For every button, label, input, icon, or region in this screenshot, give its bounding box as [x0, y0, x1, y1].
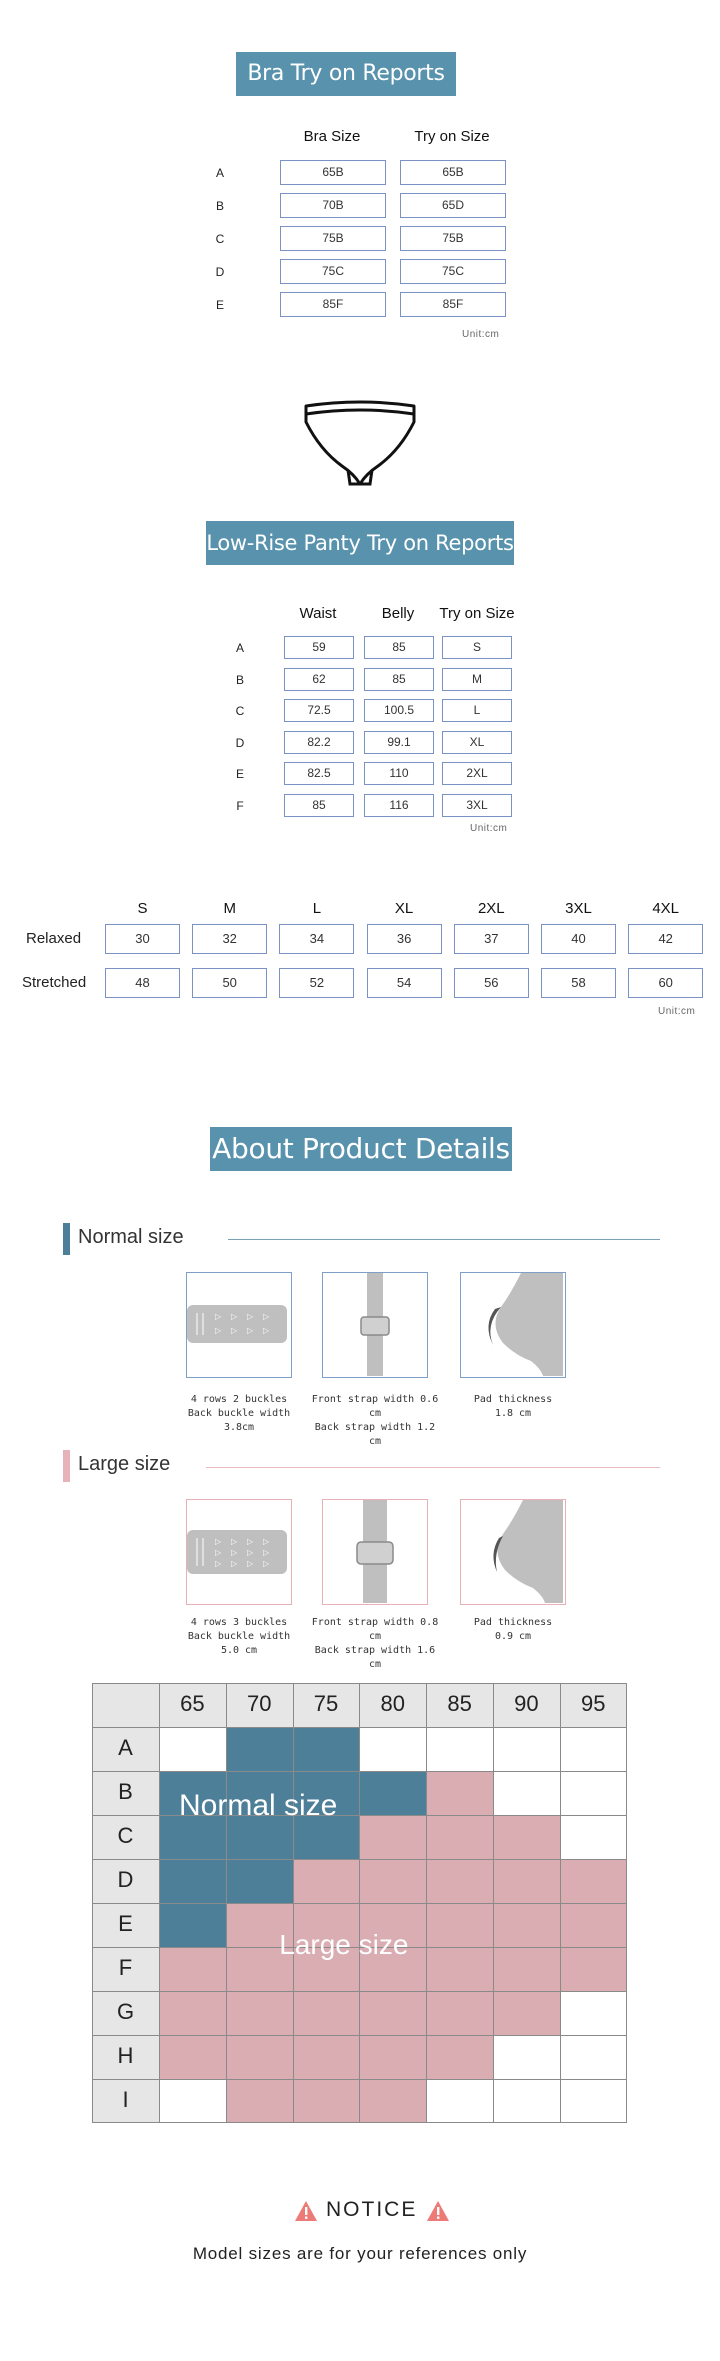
belly-cell: 99.1: [364, 731, 434, 754]
grid-hline: [92, 1771, 627, 1772]
large-buckle-image: [186, 1499, 292, 1605]
grid-cell: [426, 1727, 493, 1771]
belly-cell: 85: [364, 668, 434, 691]
bra-size-cell: 65B: [280, 160, 386, 185]
bra-size-cell: 75C: [280, 259, 386, 284]
relaxed-cell: 30: [105, 924, 180, 954]
band-header: 95: [580, 1691, 606, 1716]
large-size-label: Large size: [78, 1453, 171, 1475]
relaxed-cell: 42: [628, 924, 703, 954]
grid-hline: [92, 1815, 627, 1816]
waist-header: Waist: [299, 605, 337, 622]
svg-text:▷: ▷: [263, 1548, 270, 1557]
grid-hline: [92, 1727, 627, 1728]
grid-cell: [359, 1815, 426, 1859]
grid-cell: [426, 1991, 493, 2035]
tryon-size-cell: 75C: [400, 259, 506, 284]
waist-cell: 85: [284, 794, 354, 817]
grid-cell: [493, 2079, 560, 2123]
large-strap-image: [322, 1499, 428, 1605]
tryon-size-cell: 65B: [400, 160, 506, 185]
cup-header: G: [116, 1999, 135, 2024]
cup-header: F: [118, 1955, 133, 1980]
band-header: 80: [380, 1691, 406, 1716]
stretched-cell: 52: [279, 968, 354, 998]
tryon-size-cell: 85F: [400, 292, 506, 317]
stretch-size-header: XL: [394, 900, 414, 917]
large-pad-caption: Pad thickness 0.9 cm: [473, 1617, 553, 1642]
normal-size-marker: [63, 1223, 70, 1255]
svg-text:▷: ▷: [215, 1326, 222, 1335]
panty-icon: [300, 398, 420, 488]
stretched-cell: 56: [454, 968, 529, 998]
grid-cell: [560, 1727, 627, 1771]
grid-cell: [560, 1859, 627, 1903]
grid-cell: [359, 2079, 426, 2123]
cup-header: I: [122, 2087, 129, 2112]
stretched-cell: 50: [192, 968, 267, 998]
relaxed-cell: 34: [279, 924, 354, 954]
tryon-size-cell: 75B: [400, 226, 506, 251]
grid-cell: [560, 1947, 627, 1991]
grid-cell: [293, 1727, 360, 1771]
panty-report-title: Low-Rise Panty Try on Reports: [206, 521, 514, 565]
grid-cell: [493, 1815, 560, 1859]
grid-cell: [560, 1903, 627, 1947]
grid-hline: [92, 1683, 627, 1684]
svg-text:▷: ▷: [247, 1548, 254, 1557]
bra-row-label: A: [215, 166, 224, 180]
band-header: 70: [246, 1691, 272, 1716]
svg-text:▷: ▷: [247, 1326, 254, 1335]
grid-cell: [159, 1991, 226, 2035]
bra-row-label: D: [215, 265, 225, 279]
panty-row-label: E: [235, 767, 244, 781]
cup-header: C: [117, 1823, 134, 1848]
band-header: 85: [447, 1691, 472, 1716]
grid-cell: [159, 1947, 226, 1991]
grid-cell: [159, 1903, 226, 1947]
bra-unit: Unit:cm: [462, 329, 500, 340]
bra-row-label: C: [215, 232, 225, 246]
grid-cell: [159, 1727, 226, 1771]
normal-strap-image: [322, 1272, 428, 1378]
grid-cell: [293, 1991, 360, 2035]
svg-text:▷: ▷: [247, 1312, 254, 1321]
belly-header: Belly: [381, 605, 415, 622]
grid-cell: [226, 2079, 293, 2123]
svg-text:▷: ▷: [263, 1312, 270, 1321]
size-grid: [92, 1683, 629, 2125]
grid-cell: [560, 1991, 627, 2035]
svg-text:▷: ▷: [215, 1548, 222, 1557]
stretch-size-header: 2XL: [477, 900, 505, 917]
panty-unit: Unit:cm: [470, 823, 508, 834]
svg-text:▷: ▷: [215, 1537, 222, 1546]
stretch-unit: Unit:cm: [658, 1006, 696, 1017]
grid-cell: [159, 2035, 226, 2079]
svg-text:▷: ▷: [231, 1548, 238, 1557]
panty-row-label: D: [235, 735, 245, 750]
belly-cell: 85: [364, 636, 434, 659]
notice-left-icon: [294, 2200, 318, 2222]
svg-text:▷: ▷: [231, 1326, 238, 1335]
normal-size-rule: [228, 1239, 660, 1240]
grid-cell: [293, 1859, 360, 1903]
tryon-size-cell: 65D: [400, 193, 506, 218]
bra-size-cell: 75B: [280, 226, 386, 251]
normal-size-label: Normal size: [78, 1226, 184, 1248]
large-strap-caption: Front strap width 0.8 cm Back strap width 1.6 cm: [311, 1617, 439, 1670]
band-header: 65: [180, 1691, 205, 1716]
bra-row-label: E: [215, 298, 224, 312]
svg-text:▷: ▷: [263, 1559, 270, 1568]
stretched-cell: 54: [367, 968, 442, 998]
band-header: 75: [313, 1691, 339, 1716]
bra-row-label: B: [215, 199, 224, 213]
cup-header: H: [117, 2043, 134, 2068]
svg-text:▷: ▷: [231, 1559, 238, 1568]
belly-cell: 110: [364, 762, 434, 785]
large-buckle-caption: 4 rows 3 buckles Back buckle width 5.0 cm: [187, 1617, 291, 1656]
stretched-cell: 58: [541, 968, 616, 998]
waist-cell: 59: [284, 636, 354, 659]
grid-cell: [426, 2079, 493, 2123]
notice-text: Model sizes are for your references only: [192, 2244, 528, 2263]
cup-header: E: [118, 1911, 133, 1936]
grid-cell: [493, 1859, 560, 1903]
relaxed-cell: 32: [192, 924, 267, 954]
grid-cell: [560, 2079, 627, 2123]
large-size-marker: [63, 1450, 70, 1482]
grid-cell: [493, 1947, 560, 1991]
normal-size-region-label: Normal size: [179, 1789, 338, 1822]
relaxed-cell: 40: [541, 924, 616, 954]
grid-cell: [493, 2035, 560, 2079]
panty-size-cell: 2XL: [442, 762, 512, 785]
panty-size-cell: XL: [442, 731, 512, 754]
bra-report-title: Bra Try on Reports: [236, 52, 456, 96]
band-header: 90: [514, 1691, 539, 1716]
grid-cell: [426, 1947, 493, 1991]
normal-pad-caption: Pad thickness 1.8 cm: [473, 1394, 553, 1419]
panty-row-label: F: [236, 798, 244, 813]
panty-tryon-header: Try on Size: [439, 605, 515, 622]
grid-cell: [293, 2035, 360, 2079]
panty-size-cell: M: [442, 668, 512, 691]
stretch-size-header: 3XL: [565, 900, 592, 917]
stretched-cell: 48: [105, 968, 180, 998]
cup-header: B: [118, 1779, 133, 1804]
svg-text:▷: ▷: [231, 1537, 238, 1546]
normal-strap-caption: Front strap width 0.6 cm Back strap width 1.2 cm: [311, 1394, 439, 1447]
grid-cell: [426, 1815, 493, 1859]
stretch-size-header: S: [137, 900, 148, 917]
grid-cell: [426, 1771, 493, 1815]
details-title: About Product Details: [210, 1127, 512, 1171]
relaxed-cell: 36: [367, 924, 442, 954]
grid-cell: [493, 1771, 560, 1815]
grid-cell: [560, 2035, 627, 2079]
relaxed-label: Relaxed: [26, 930, 82, 947]
svg-text:▷: ▷: [247, 1537, 254, 1546]
cup-header: A: [118, 1735, 133, 1760]
panty-size-cell: L: [442, 699, 512, 722]
normal-buckle-image: [186, 1272, 292, 1378]
grid-cell: [293, 2079, 360, 2123]
svg-text:▷: ▷: [215, 1312, 222, 1321]
waist-cell: 82.2: [284, 731, 354, 754]
panty-size-cell: S: [442, 636, 512, 659]
grid-hline: [92, 2079, 627, 2080]
large-pad-image: [460, 1499, 566, 1605]
grid-cell: [226, 2035, 293, 2079]
cup-header: D: [117, 1867, 134, 1892]
tryon-size-header: Try on Size: [414, 128, 490, 145]
panty-row-label: A: [235, 641, 244, 655]
large-size-region-label: Large size: [279, 1929, 409, 1961]
grid-cell: [159, 1859, 226, 1903]
bra-size-header: Bra Size: [303, 128, 361, 145]
belly-cell: 100.5: [364, 699, 434, 722]
grid-cell: [426, 1903, 493, 1947]
svg-text:▷: ▷: [247, 1559, 254, 1568]
grid-cell: [159, 2079, 226, 2123]
grid-hline: [92, 1991, 627, 1992]
waist-cell: 62: [284, 668, 354, 691]
normal-pad-image: [460, 1272, 566, 1378]
grid-hline: [92, 2122, 627, 2123]
stretch-size-header: M: [223, 900, 236, 917]
relaxed-cell: 37: [454, 924, 529, 954]
stretch-size-header: 4XL: [652, 900, 680, 917]
grid-cell: [426, 2035, 493, 2079]
grid-hline: [92, 1859, 627, 1860]
grid-cell: [226, 1991, 293, 2035]
panty-size-cell: 3XL: [442, 794, 512, 817]
large-size-rule: [206, 1467, 660, 1468]
grid-cell: [359, 1727, 426, 1771]
grid-cell: [226, 1859, 293, 1903]
waist-cell: 82.5: [284, 762, 354, 785]
grid-cell: [359, 2035, 426, 2079]
grid-cell: [493, 1727, 560, 1771]
grid-cell: [560, 1815, 627, 1859]
bra-size-cell: 70B: [280, 193, 386, 218]
svg-text:▷: ▷: [215, 1559, 222, 1568]
stretch-size-header: L: [312, 900, 322, 917]
panty-row-label: C: [235, 704, 245, 718]
grid-cell: [560, 1771, 627, 1815]
grid-hline: [92, 2035, 627, 2036]
belly-cell: 116: [364, 794, 434, 817]
notice-right-icon: [426, 2200, 450, 2222]
waist-cell: 72.5: [284, 699, 354, 722]
bra-size-cell: 85F: [280, 292, 386, 317]
grid-cell: [359, 1771, 426, 1815]
grid-cell: [493, 1991, 560, 2035]
grid-cell: [359, 1859, 426, 1903]
notice-title: NOTICE: [326, 2198, 418, 2221]
grid-cell: [493, 1903, 560, 1947]
grid-cell: [426, 1859, 493, 1903]
svg-text:▷: ▷: [263, 1537, 270, 1546]
stretched-label: Stretched: [22, 974, 87, 991]
grid-cell: [359, 1991, 426, 2035]
grid-hline: [92, 1903, 627, 1904]
stretched-cell: 60: [628, 968, 703, 998]
panty-row-label: B: [235, 672, 244, 687]
svg-text:▷: ▷: [231, 1312, 238, 1321]
normal-buckle-caption: 4 rows 2 buckles Back buckle width 3.8cm: [187, 1394, 291, 1433]
grid-cell: [226, 1727, 293, 1771]
svg-text:▷: ▷: [263, 1326, 270, 1335]
